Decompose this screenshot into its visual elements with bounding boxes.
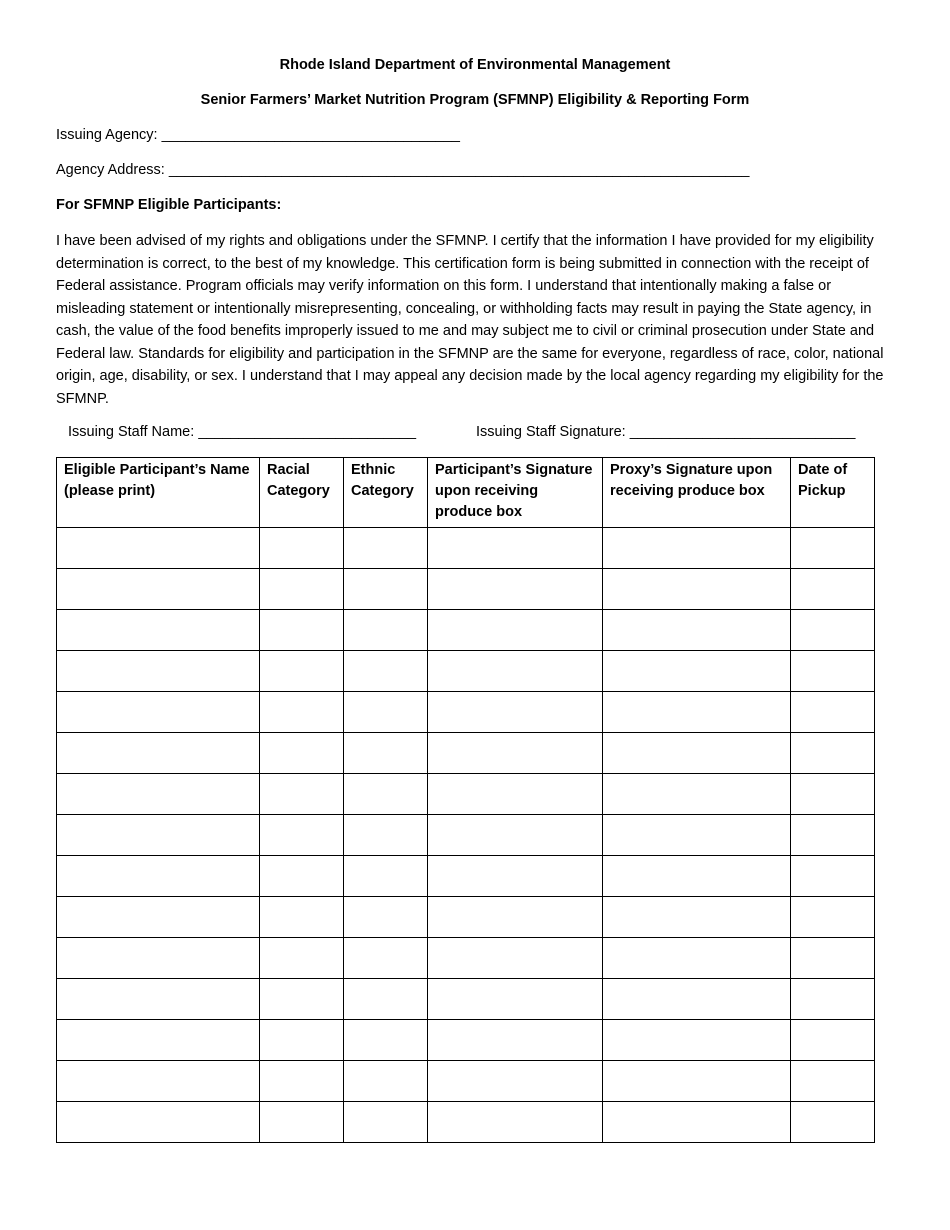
agency-address-label: Agency Address: — [56, 162, 165, 178]
participant-signature-cell[interactable] — [428, 1061, 603, 1102]
table-row — [57, 733, 875, 774]
ethnic-category-cell[interactable] — [344, 856, 428, 897]
participant-signature-cell[interactable] — [428, 733, 603, 774]
table-row — [57, 1102, 875, 1143]
participant-signature-cell[interactable] — [428, 692, 603, 733]
table-row — [57, 651, 875, 692]
participant-name-cell[interactable] — [57, 692, 260, 733]
participant-name-cell[interactable] — [57, 569, 260, 610]
date-of-pickup-cell[interactable] — [791, 610, 875, 651]
racial-category-cell[interactable] — [260, 856, 344, 897]
issuing-staff-name-label: Issuing Staff Name: — [68, 424, 195, 440]
proxy-signature-cell[interactable] — [603, 897, 791, 938]
participant-signature-cell[interactable] — [428, 1020, 603, 1061]
issuing-agency-label: Issuing Agency: — [56, 127, 158, 143]
ethnic-category-cell[interactable] — [344, 1102, 428, 1143]
date-of-pickup-cell[interactable] — [791, 815, 875, 856]
table-row — [57, 569, 875, 610]
date-of-pickup-cell[interactable] — [791, 569, 875, 610]
proxy-signature-cell[interactable] — [603, 733, 791, 774]
column-header-participant-name: Eligible Participant’s Name (please print) — [57, 458, 260, 528]
table-row — [57, 774, 875, 815]
ethnic-category-cell[interactable] — [344, 1020, 428, 1061]
racial-category-cell[interactable] — [260, 692, 344, 733]
racial-category-cell[interactable] — [260, 569, 344, 610]
ethnic-category-cell[interactable] — [344, 651, 428, 692]
issuing-agency-field[interactable] — [56, 127, 460, 143]
ethnic-category-cell[interactable] — [344, 938, 428, 979]
participant-signature-cell[interactable] — [428, 897, 603, 938]
table-row — [57, 610, 875, 651]
column-header-date-of-pickup: Date of Pickup — [791, 458, 875, 528]
agency-address-field[interactable] — [56, 162, 749, 178]
participant-name-cell[interactable] — [57, 651, 260, 692]
participant-signature-cell[interactable] — [428, 1102, 603, 1143]
participant-signature-cell[interactable] — [428, 774, 603, 815]
proxy-signature-cell[interactable] — [603, 528, 791, 569]
date-of-pickup-cell[interactable] — [791, 1020, 875, 1061]
participant-signature-cell[interactable] — [428, 856, 603, 897]
ethnic-category-cell[interactable] — [344, 733, 428, 774]
racial-category-cell[interactable] — [260, 1020, 344, 1061]
racial-category-cell[interactable] — [260, 1102, 344, 1143]
department-title: Rhode Island Department of Environmental Management — [279, 57, 671, 73]
participant-signature-cell[interactable] — [428, 651, 603, 692]
participant-table — [56, 457, 875, 1143]
issuing-agency-blank[interactable]: _____________________________________ — [161, 127, 460, 143]
date-of-pickup-cell[interactable] — [791, 1061, 875, 1102]
participant-signature-cell[interactable] — [428, 938, 603, 979]
proxy-signature-cell[interactable] — [603, 651, 791, 692]
date-of-pickup-cell[interactable] — [791, 897, 875, 938]
participant-name-cell[interactable] — [57, 815, 260, 856]
proxy-signature-cell[interactable] — [603, 1020, 791, 1061]
proxy-signature-cell[interactable] — [603, 1061, 791, 1102]
issuing-staff-name-blank[interactable]: ___________________________ — [198, 424, 417, 440]
participant-name-cell[interactable] — [57, 897, 260, 938]
participant-name-cell[interactable] — [57, 528, 260, 569]
table-header-row — [57, 458, 875, 528]
column-header-ethnic-category: Ethnic Category — [344, 458, 428, 528]
date-of-pickup-cell[interactable] — [791, 979, 875, 1020]
participant-name-cell[interactable] — [57, 1061, 260, 1102]
ethnic-category-cell[interactable] — [344, 528, 428, 569]
ethnic-category-cell[interactable] — [344, 774, 428, 815]
participant-signature-cell[interactable] — [428, 979, 603, 1020]
column-header-racial-category: Racial Category — [260, 458, 344, 528]
racial-category-cell[interactable] — [260, 651, 344, 692]
participant-name-cell[interactable] — [57, 610, 260, 651]
date-of-pickup-cell[interactable] — [791, 774, 875, 815]
proxy-signature-cell[interactable] — [603, 938, 791, 979]
table-row — [57, 979, 875, 1020]
issuing-staff-signature-field[interactable] — [476, 424, 856, 440]
ethnic-category-cell[interactable] — [344, 569, 428, 610]
form-title: Senior Farmers’ Market Nutrition Program (SFMNP) Eligibility & Reporting Form — [200, 92, 750, 108]
participants-heading: For SFMNP Eligible Participants: — [56, 197, 282, 213]
issuing-staff-signature-blank[interactable]: ____________________________ — [629, 424, 856, 440]
ethnic-category-cell[interactable] — [344, 897, 428, 938]
racial-category-cell[interactable] — [260, 938, 344, 979]
participant-name-cell[interactable] — [57, 1102, 260, 1143]
date-of-pickup-cell[interactable] — [791, 1102, 875, 1143]
participant-name-cell[interactable] — [57, 1020, 260, 1061]
issuing-staff-signature-label: Issuing Staff Signature: — [476, 424, 626, 440]
participant-signature-cell[interactable] — [428, 815, 603, 856]
table-row — [57, 938, 875, 979]
table-row — [57, 692, 875, 733]
ethnic-category-cell[interactable] — [344, 815, 428, 856]
racial-category-cell[interactable] — [260, 1061, 344, 1102]
proxy-signature-cell[interactable] — [603, 856, 791, 897]
racial-category-cell[interactable] — [260, 774, 344, 815]
participant-signature-cell[interactable] — [428, 610, 603, 651]
racial-category-cell[interactable] — [260, 815, 344, 856]
racial-category-cell[interactable] — [260, 528, 344, 569]
table-row — [57, 815, 875, 856]
participant-name-cell[interactable] — [57, 856, 260, 897]
proxy-signature-cell[interactable] — [603, 774, 791, 815]
proxy-signature-cell[interactable] — [603, 692, 791, 733]
participant-name-cell[interactable] — [57, 733, 260, 774]
table-row — [57, 528, 875, 569]
agency-address-blank[interactable]: ________________________________________________________________________ — [168, 162, 750, 178]
table-row — [57, 856, 875, 897]
racial-category-cell[interactable] — [260, 610, 344, 651]
date-of-pickup-cell[interactable] — [791, 856, 875, 897]
proxy-signature-cell[interactable] — [603, 1102, 791, 1143]
proxy-signature-cell[interactable] — [603, 569, 791, 610]
participant-name-cell[interactable] — [57, 979, 260, 1020]
issuing-staff-name-field[interactable] — [68, 424, 416, 440]
ethnic-category-cell[interactable] — [344, 1061, 428, 1102]
ethnic-category-cell[interactable] — [344, 692, 428, 733]
column-header-proxy-signature: Proxy’s Signature upon receiving produce box — [603, 458, 791, 528]
table-body — [57, 528, 875, 1143]
table-row — [57, 1061, 875, 1102]
racial-category-cell[interactable] — [260, 979, 344, 1020]
participant-name-cell[interactable] — [57, 938, 260, 979]
ethnic-category-cell[interactable] — [344, 979, 428, 1020]
certification-paragraph: I have been advised of my rights and obligations under the SFMNP. I certify that the information I have provided for my eligibility determination is correct, to the best of my knowledge. This certification form is being submitted in connection with the receipt of Federal assistance. Program officials may verify information on this form. I understand that intentionally making a false or misleading statement or intentionally misrepresenting, concealing, or withholding facts may result in paying the State agency, in cash, the value of the food benefits improperly issued to me and may subject me to civil or criminal prosecution under State and Federal law. Standards for eligibility and participation in the SFMNP are the same for everyone, regardless of race, color, national origin, age, disability, or sex. I understand that I may appeal any decision made by the local agency regarding my eligibility for the SFMNP. — [56, 233, 884, 407]
table-row — [57, 897, 875, 938]
date-of-pickup-cell[interactable] — [791, 651, 875, 692]
participant-name-cell[interactable] — [57, 774, 260, 815]
column-header-participant-signature: Participant’s Signature upon receiving produce box — [428, 458, 603, 528]
ethnic-category-cell[interactable] — [344, 610, 428, 651]
table-row — [57, 1020, 875, 1061]
participant-signature-cell[interactable] — [428, 569, 603, 610]
proxy-signature-cell[interactable] — [603, 815, 791, 856]
racial-category-cell[interactable] — [260, 897, 344, 938]
date-of-pickup-cell[interactable] — [791, 938, 875, 979]
date-of-pickup-cell[interactable] — [791, 692, 875, 733]
proxy-signature-cell[interactable] — [603, 610, 791, 651]
date-of-pickup-cell[interactable] — [791, 528, 875, 569]
proxy-signature-cell[interactable] — [603, 979, 791, 1020]
date-of-pickup-cell[interactable] — [791, 733, 875, 774]
participant-signature-cell[interactable] — [428, 528, 603, 569]
racial-category-cell[interactable] — [260, 733, 344, 774]
